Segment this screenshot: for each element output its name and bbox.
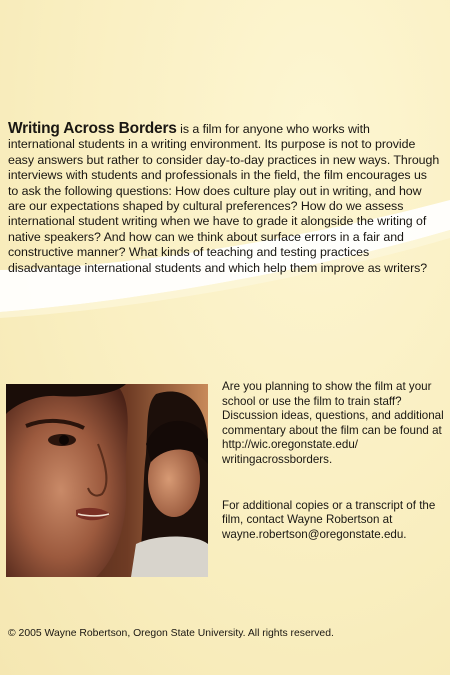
copyright-notice: © 2005 Wayne Robertson, Oregon State University. All rights reserved.: [8, 628, 334, 639]
students-photo: [6, 384, 208, 577]
screening-info-paragraph: Are you planning to show the film at your school or use the film to train staff? Discussion ideas, questions, and additional commentary about the film can be found at http://wic.oregonstate.edu/ writingacrossborders.: [222, 380, 444, 466]
right-column: [222, 380, 444, 542]
intro-paragraph: [8, 121, 440, 276]
contact-info-paragraph: For additional copies or a transcript of the film, contact Wayne Robertson at wayne.robertson@oregonstate.edu.: [222, 498, 436, 541]
intro-body: is a film for anyone who works with international students in a writing environment. Its purpose is not to provide easy answers but rather to consider day-to-day practices in new ways. Through interviews with students and professionals in the field, the film encourages us to ask the following questions: How does culture play out in writing, and how are our expectations shaped by cultural preferences? How do we assess international student writing when we have to grade it alongside the writing of native speakers? And how can we think about surface errors in a fair and constructive manner? What kinds of teaching and testing practices disadvantage international students and which help them improve as writers?: [8, 122, 440, 275]
film-title: Writing Across Borders: [8, 120, 177, 137]
